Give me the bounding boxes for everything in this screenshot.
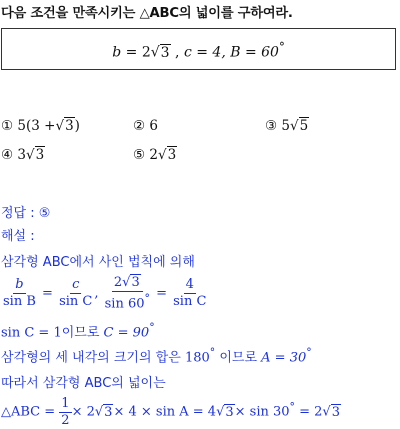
cond-b-lhs: b — [112, 44, 122, 61]
sine-law-equation: $\frac{b}{\text{sin B}}$ = $\frac{c}{\text{sin C}}$ , $\frac{2√3}{\sin 60^\circ}$ = $\frac{4}{\text{sin C}}$ — [3, 275, 207, 311]
fraction-c-over-sinC: $\frac{c}{\text{sin C}}$ — [59, 277, 93, 309]
fraction-2sqrt3-over-sin60: $\frac{2√3}{\sin 60^\circ}$ — [104, 275, 150, 311]
option-4-pre: 3 — [17, 147, 26, 163]
sqrt-icon: √ — [150, 44, 160, 61]
option-3-pre: 5 — [281, 118, 290, 134]
area-equation: △ABC = $\frac{1}{2}$ × 2√3× 4 × sin A = 4√3× sin 30° = 2√3 — [1, 396, 340, 428]
sqrt-icon: √ — [122, 275, 131, 290]
condition-box — [1, 28, 396, 70]
option-1-post: ) — [74, 118, 80, 134]
sqrt-icon: √ — [158, 147, 167, 163]
answer — [1, 202, 50, 221]
sqrt-icon: √ — [94, 404, 104, 420]
problem-title: 다음 조건을 만족시키는 △ABC의 넓이를 구하여라. — [1, 6, 293, 21]
fraction-b-over-sinB: $\frac{b}{\text{sin B}}$ — [3, 277, 36, 309]
cond-equals: = — [125, 44, 138, 61]
sqrt-icon: √ — [26, 147, 35, 163]
cond-comma: , — [175, 44, 180, 61]
answer-value: ⑤ — [38, 206, 51, 221]
option-1[interactable] — [1, 118, 80, 134]
cond-degree: ° — [278, 40, 285, 54]
fraction-4-over-sinC: $\frac{4}{\text{sin C}}$ — [173, 277, 207, 309]
sqrt-icon: √ — [55, 118, 65, 134]
option-2[interactable] — [133, 118, 158, 134]
solution-line-4: 삼각형의 세 내각의 크기의 합은 180° 이므로 A = 30° — [1, 346, 312, 366]
cond-b-coef: 2 — [141, 44, 151, 61]
cond-b-radicand: 3 — [160, 44, 170, 61]
option-1-pre: 5(3 + — [17, 118, 56, 134]
sqrt-icon: √ — [290, 118, 299, 134]
option-3-mark: ③ — [265, 118, 278, 134]
option-5-mark: ⑤ — [133, 147, 146, 163]
option-4[interactable] — [1, 147, 45, 163]
solution-line-3: sin C = 1이므로 C = 90° — [1, 321, 155, 341]
solution-line-1: 삼각형 ABC에서 사인 법칙에 의해 — [1, 255, 195, 270]
answer-label: 정답 : — [1, 206, 35, 221]
condition-expression — [2, 40, 395, 61]
option-3[interactable] — [265, 118, 309, 134]
cond-B: B = 60 — [230, 44, 279, 61]
option-5-radicand: 3 — [167, 147, 177, 163]
sqrt-icon: √ — [216, 404, 225, 420]
option-4-mark: ④ — [1, 147, 14, 163]
solution-heading: 해설 : — [1, 229, 35, 244]
option-1-radicand: 3 — [65, 118, 74, 134]
sqrt-icon: √ — [322, 404, 331, 420]
fraction-one-half: $\frac{1}{2}$ — [61, 396, 70, 428]
option-5[interactable] — [133, 147, 177, 163]
option-2-mark: ② — [133, 118, 146, 134]
cond-c: c = 4, — [183, 44, 226, 61]
option-1-mark: ① — [1, 118, 14, 134]
option-4-radicand: 3 — [35, 147, 45, 163]
option-2-pre: 6 — [149, 118, 158, 134]
option-3-radicand: 5 — [299, 118, 309, 134]
option-5-pre: 2 — [149, 147, 158, 163]
solution-line-5: 따라서 삼각형 ABC의 넓이는 — [1, 376, 166, 391]
